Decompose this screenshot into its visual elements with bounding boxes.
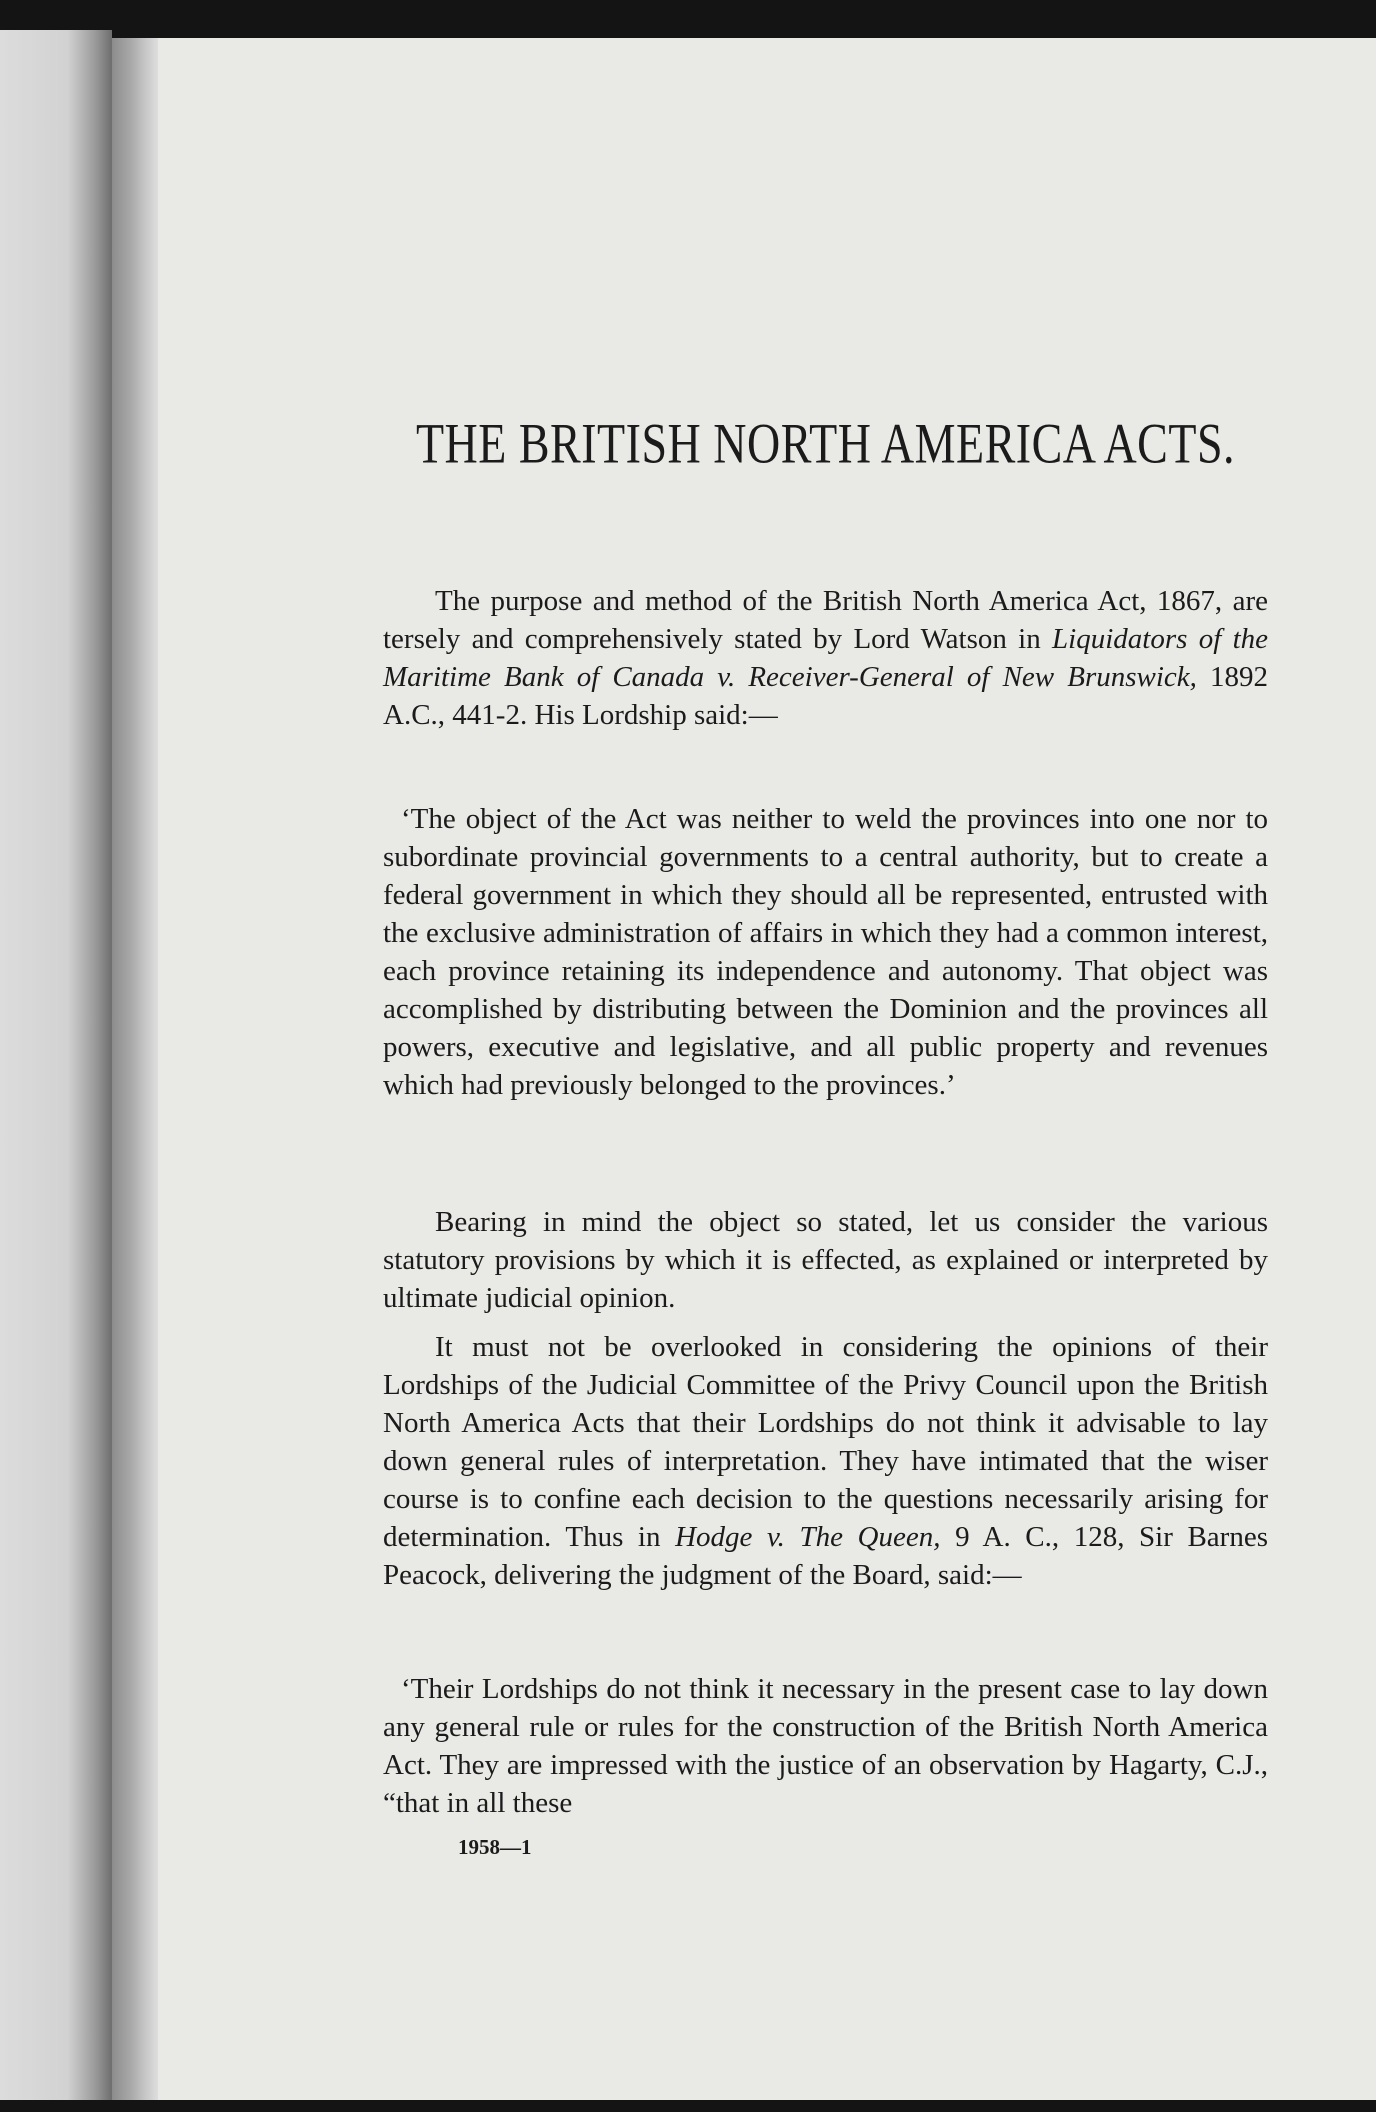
page-title: THE BRITISH NORTH AMERICA ACTS. — [415, 411, 1236, 475]
case-citation-hodge: Hodge v. The Queen, — [675, 1521, 941, 1553]
case-citation-liquidators: Liquidators of the Maritime Bank of Canada v. Receiver-General of New Brunswick, — [383, 623, 1268, 693]
printer-signature-mark: 1958—1 — [458, 1835, 532, 1859]
book-gutter — [112, 38, 158, 2100]
paragraph-intro — [383, 582, 1268, 734]
quotation-lordships: ‘Their Lordships do not think it necessary in the present case to lay down any general rule or rules for the construction of the British North America Act. They are impressed with the justice of an observation by Hagarty, C.J., “that in all these — [383, 1673, 1268, 1819]
scan-top-border — [0, 0, 1376, 38]
paragraph-interpretation — [383, 1328, 1268, 1594]
book-page — [158, 38, 1376, 2100]
facing-page-edge — [0, 30, 112, 2100]
paragraph-intro-text-a: The purpose and method of the British North America Act, 1867, are tersely and comprehensively stated by Lord Watson in — [383, 585, 1268, 655]
scan-bottom-border — [0, 2100, 1376, 2112]
quotation-lord-watson: ‘The object of the Act was neither to weld the provinces into one nor to subordinate provincial governments to a central authority, but to create a federal government in which they should all be represented, entrusted with the exclusive administration of affairs in which they had a common interest, each province retaining its independence and autonomy. That object was accomplished by distributing between the Dominion and the provinces all powers, executive and legislative, and all public property and revenues which had previously belonged to the provinces.’ — [383, 803, 1268, 1101]
paragraph-intro-text-b: 1892 A.C., 441-2. His Lordship said:— — [383, 661, 1268, 731]
paragraph-interpretation-text-a: It must not be overlooked in considering the opinions of their Lordships of the Judicial Committee of the Privy Council upon the British North America Acts that their Lordships do not think it advisable to lay down general rules of interpretation. They have intimated that the wiser course is to confine each decision to the questions necessarily arising for determination. Thus in — [383, 1331, 1268, 1553]
paragraph-bearing-in-mind: Bearing in mind the object so stated, let us consider the various statutory provisions by which it is effected, as explained or interpreted by ultimate judicial opinion. — [383, 1206, 1268, 1314]
paragraph-interpretation-text-b: 9 A. C., 128, Sir Barnes Peacock, delivering the judgment of the Board, said:— — [383, 1521, 1268, 1591]
